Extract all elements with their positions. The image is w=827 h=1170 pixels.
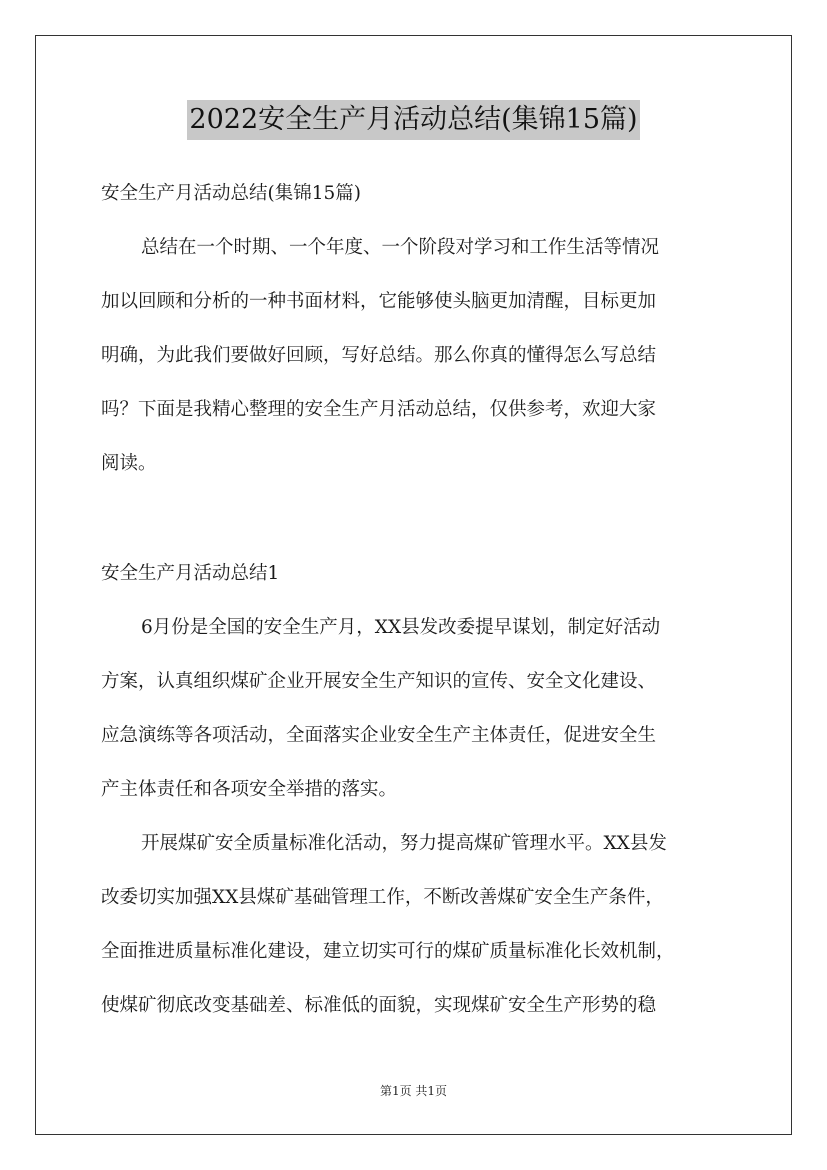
page-footer: 第1页 共1页	[379, 1084, 448, 1098]
paragraph-line: 使煤矿彻底改变基础差、标准低的面貌，实现煤矿安全生产形势的稳	[101, 995, 657, 1016]
document-title: 2022安全生产月活动总结(集锦15篇)	[187, 100, 639, 140]
intro-line: 阅读。	[101, 453, 157, 474]
paragraph-line: 6月份是全国的安全生产月，XX县发改委提早谋划，制定好活动	[141, 617, 661, 638]
section-heading: 安全生产月活动总结1	[101, 563, 280, 584]
intro-paragraph	[101, 234, 741, 504]
intro-line: 明确，为此我们要做好回顾，写好总结。那么你真的懂得怎么写总结	[101, 345, 657, 366]
paragraph-line: 产主体责任和各项安全举措的落实。	[101, 779, 398, 800]
paragraph-line: 全面推进质量标准化建设，建立切实可行的煤矿质量标准化长效机制，	[101, 941, 675, 962]
title-wrapper	[0, 100, 827, 140]
paragraph-line: 开展煤矿安全质量标准化活动，努力提高煤矿管理水平。XX县发	[141, 833, 667, 854]
intro-line: 吗？下面是我精心整理的安全生产月活动总结，仅供参考，欢迎大家	[101, 399, 657, 420]
paragraph-line: 改委切实加强XX县煤矿基础管理工作，不断改善煤矿安全生产条件，	[101, 887, 664, 908]
intro-line: 加以回顾和分析的一种书面材料，它能够使头脑更加清醒，目标更加	[101, 291, 657, 312]
document-subtitle: 安全生产月活动总结(集锦15篇)	[101, 183, 361, 204]
paragraph-2	[101, 830, 741, 1046]
paragraph-line: 应急演练等各项活动，全面落实企业安全生产主体责任，促进安全生	[101, 725, 657, 746]
paragraph-line: 方案，认真组织煤矿企业开展安全生产知识的宣传、安全文化建设、	[101, 671, 657, 692]
paragraph-1	[101, 614, 741, 830]
intro-line: 总结在一个时期、一个年度、一个阶段对学习和工作生活等情况	[141, 237, 660, 258]
